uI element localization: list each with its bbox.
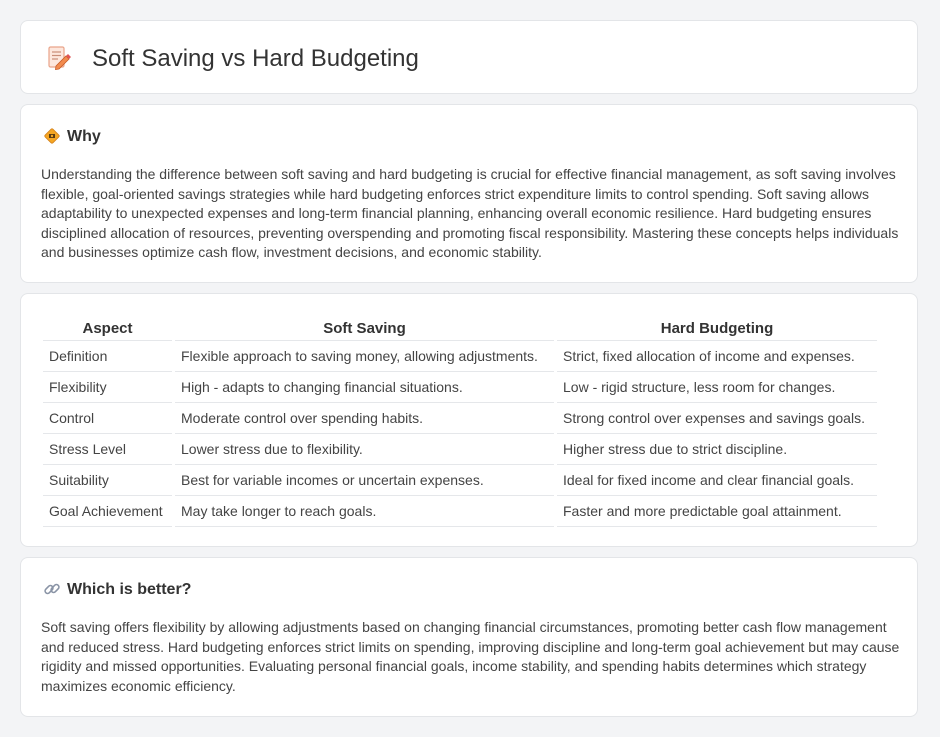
- header-aspect: Aspect: [43, 314, 174, 341]
- cell-aspect: Suitability: [43, 465, 174, 496]
- cell-aspect: Flexibility: [43, 372, 174, 403]
- cell-soft: May take longer to reach goals.: [174, 496, 556, 527]
- cell-soft: Flexible approach to saving money, allowing adjustments.: [174, 341, 556, 372]
- cell-hard: Faster and more predictable goal attainment.: [556, 496, 878, 527]
- why-section: [20, 104, 918, 283]
- table-row: [43, 341, 877, 372]
- header-soft-saving: Soft Saving: [174, 314, 556, 341]
- cell-hard: Higher stress due to strict discipline.: [556, 434, 878, 465]
- table-row: [43, 372, 877, 403]
- table-row: [43, 434, 877, 465]
- table-row: [43, 465, 877, 496]
- table-row: [43, 403, 877, 434]
- comparison-table: [43, 314, 877, 527]
- cell-hard: Low - rigid structure, less room for changes.: [556, 372, 878, 403]
- comparison-section: [20, 293, 918, 547]
- why-text: Understanding the difference between soft saving and hard budgeting is crucial for effective financial management, as soft saving involves flexible, goal-oriented savings strategies while hard budgeting enforces strict expenditure limits to control spending. Soft saving allows adaptability to unexpected expenses and long-term financial planning, enhancing overall economic resilience. Hard budgeting ensures disciplined allocation of resources, preventing overspending and promoting fiscal responsibility. Mastering these concepts helps individuals and businesses optimize cash flow, investment decisions, and economic stability.: [41, 166, 899, 261]
- header-card: [20, 20, 918, 94]
- cell-aspect: Control: [43, 403, 174, 434]
- cell-hard: Ideal for fixed income and clear financial goals.: [556, 465, 878, 496]
- cell-aspect: Stress Level: [43, 434, 174, 465]
- why-title: Why: [67, 128, 101, 145]
- cell-soft: Best for variable incomes or uncertain expenses.: [174, 465, 556, 496]
- cell-soft: Moderate control over spending habits.: [174, 403, 556, 434]
- cell-aspect: Goal Achievement: [43, 496, 174, 527]
- cell-hard: Strong control over expenses and savings goals.: [556, 403, 878, 434]
- cell-soft: High - adapts to changing financial situations.: [174, 372, 556, 403]
- which-better-title: Which is better?: [67, 581, 192, 598]
- document-pencil-icon: [47, 45, 71, 71]
- cell-hard: Strict, fixed allocation of income and expenses.: [556, 341, 878, 372]
- link-icon: [43, 580, 61, 598]
- table-row: [43, 496, 877, 527]
- header-hard-budgeting: Hard Budgeting: [556, 314, 878, 341]
- table-header-row: [43, 314, 877, 341]
- cell-aspect: Definition: [43, 341, 174, 372]
- cell-soft: Lower stress due to flexibility.: [174, 434, 556, 465]
- warning-sign-icon: [43, 127, 61, 145]
- page-title: Soft Saving vs Hard Budgeting: [92, 45, 419, 72]
- which-better-section: [20, 557, 918, 717]
- which-better-text: Soft saving offers flexibility by allowing adjustments based on changing financial circumstances, promoting better cash flow management and reduced stress. Hard budgeting enforces strict limits on spending, improving discipline and long-term goal achievement but may cause rigidity and missed opportunities. Evaluating personal financial goals, income stability, and spending habits determines which strategy maximizes economic efficiency.: [41, 619, 900, 694]
